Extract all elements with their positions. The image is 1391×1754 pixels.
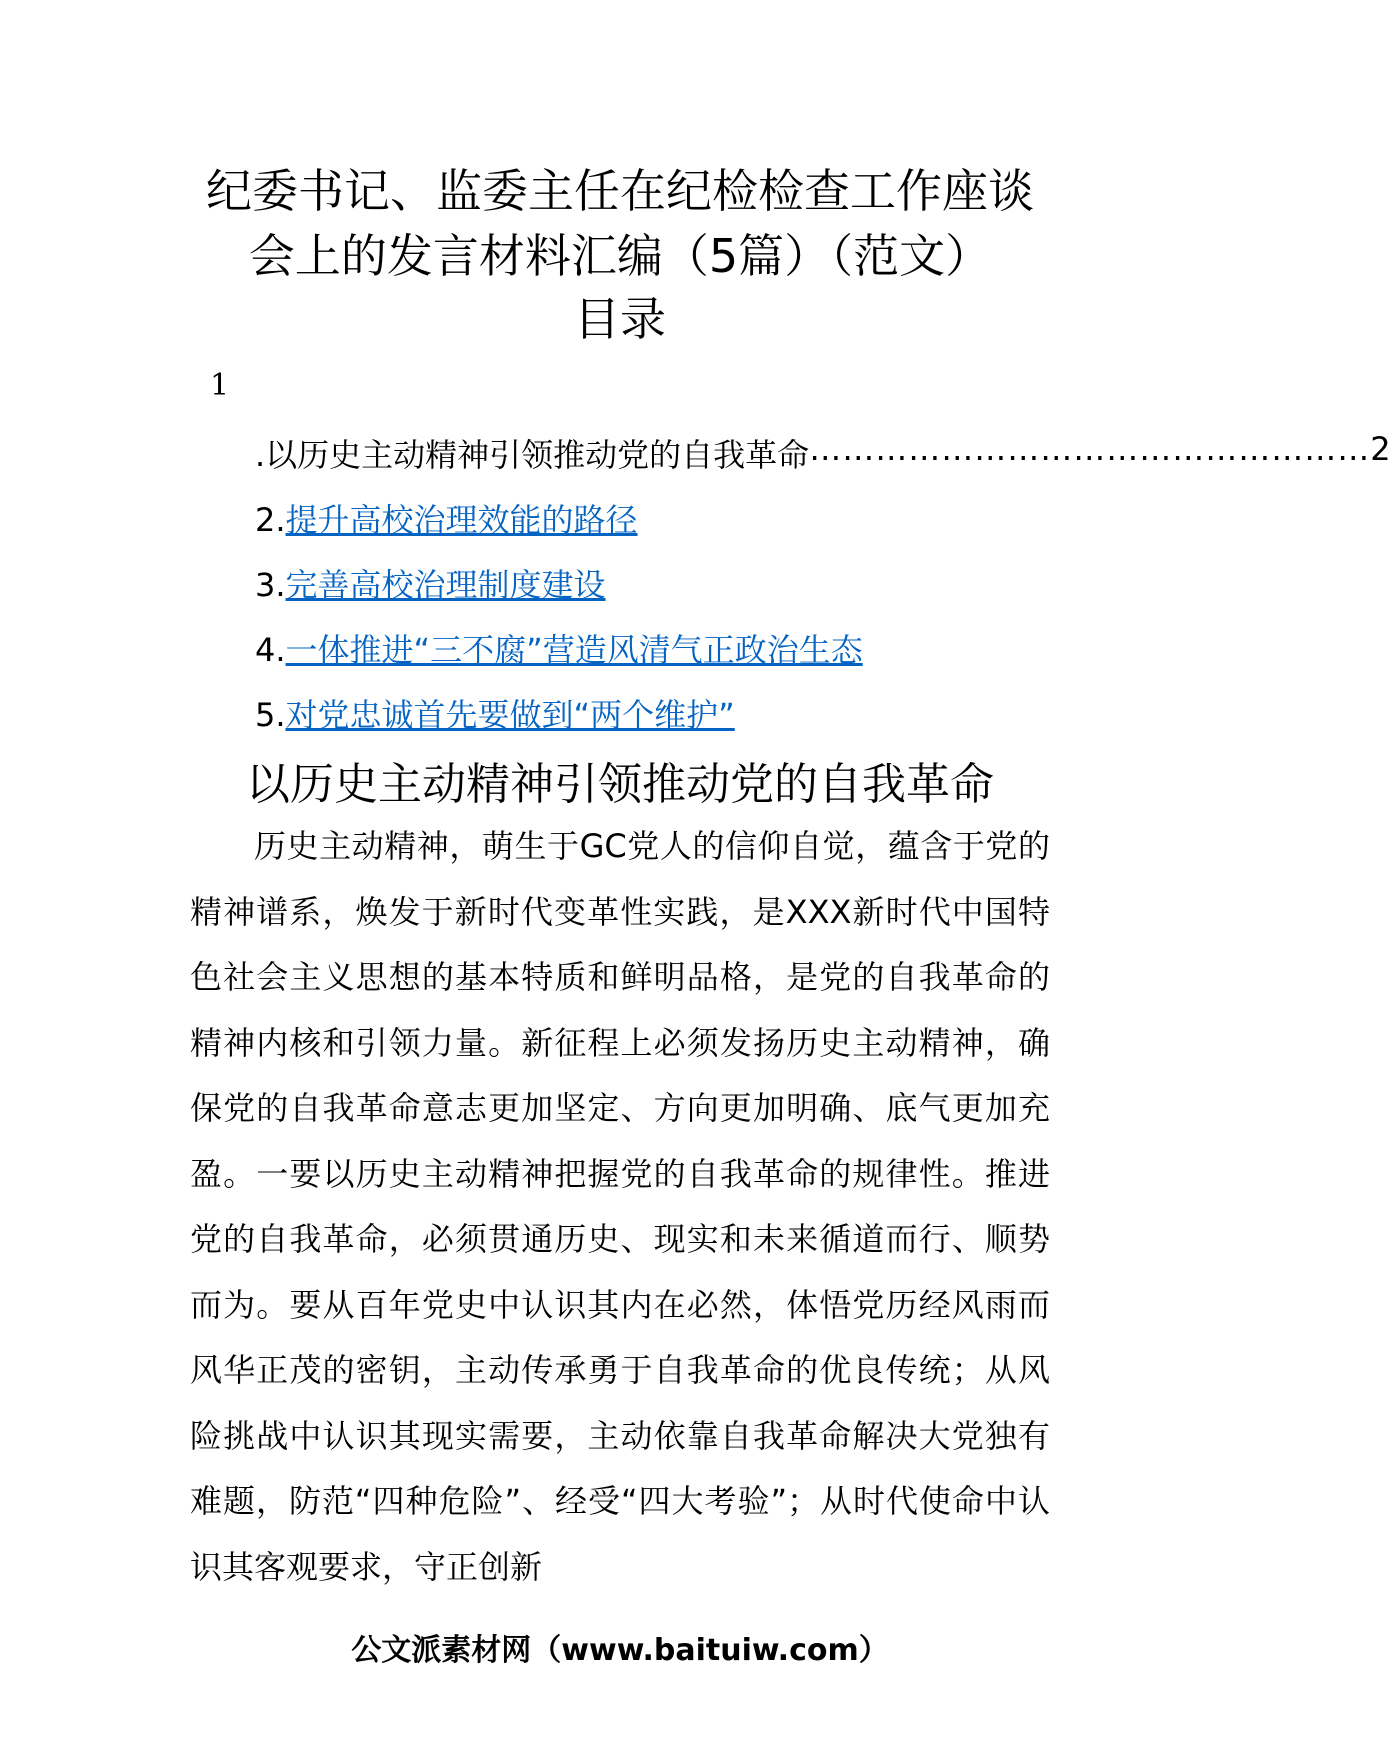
toc-heading: 目录 <box>574 292 666 346</box>
toc-entry-3[interactable] <box>255 560 606 606</box>
document-title-line-2: 会上的发言材料汇编（5篇）（范文） <box>248 229 992 283</box>
toc-entry-4[interactable] <box>255 625 863 671</box>
toc-entry-2[interactable] <box>255 495 638 541</box>
toc-entry-5-number: 5. <box>255 696 286 734</box>
toc-entry-1-page: 2 <box>1370 430 1391 468</box>
document-title-line-1: 纪委书记、监委主任在纪检检查工作座谈 <box>206 164 1034 218</box>
toc-entry-1[interactable] <box>255 430 1391 476</box>
footer-source: 公文派素材网（www.baituiw.com） <box>351 1633 889 1668</box>
toc-entry-2-number: 2. <box>255 501 286 539</box>
body-paragraph: 历史主动精神，萌生于GC党人的信仰自觉，蕴含于党的精神谱系，焕发于新时代变革性实践，是XXX新时代中国特色社会主义思想的基本特质和鲜明品格，是党的自我革命的精神内核和引领力量。新征程上必须发扬历史主动精神，确保党的自我革命意志更加坚定、方向更加明确、底气更加充盈。一要以历史主动精神把握党的自我革命的规律性。推进党的自我革命，必须贯通历史、现实和未来循道而行、顺势而为。要从百年党史中认识其内在必然，体悟党历经风雨而风华正茂的密钥，主动传承勇于自我革命的优良传统；从风险挑战中认识其现实需要，主动依靠自我革命解决大党独有难题，防范“四种危险”、经受“四大考验”；从时代使命中认识其客观要求，守正创新 <box>190 827 1050 1586</box>
toc-entry-4-number: 4. <box>255 631 286 669</box>
toc-leader-dots: …………………………………………… <box>809 430 1371 468</box>
page-number-marker: 1 <box>210 368 230 403</box>
toc-entry-4-link[interactable]: 一体推进“三不腐”营造风清气正政治生态 <box>285 631 863 669</box>
toc-entry-2-link[interactable]: 提升高校治理效能的路径 <box>285 501 638 539</box>
toc-entry-3-number: 3. <box>255 566 286 604</box>
section-heading: 以历史主动精神引领推动党的自我革命 <box>246 759 994 810</box>
toc-entry-5-link[interactable]: 对党忠诚首先要做到“两个维护” <box>285 696 735 734</box>
toc-entry-5[interactable] <box>255 690 735 736</box>
toc-entry-3-link[interactable]: 完善高校治理制度建设 <box>285 566 606 604</box>
toc-entry-1-text: .以历史主动精神引领推动党的自我革命 <box>255 436 810 474</box>
